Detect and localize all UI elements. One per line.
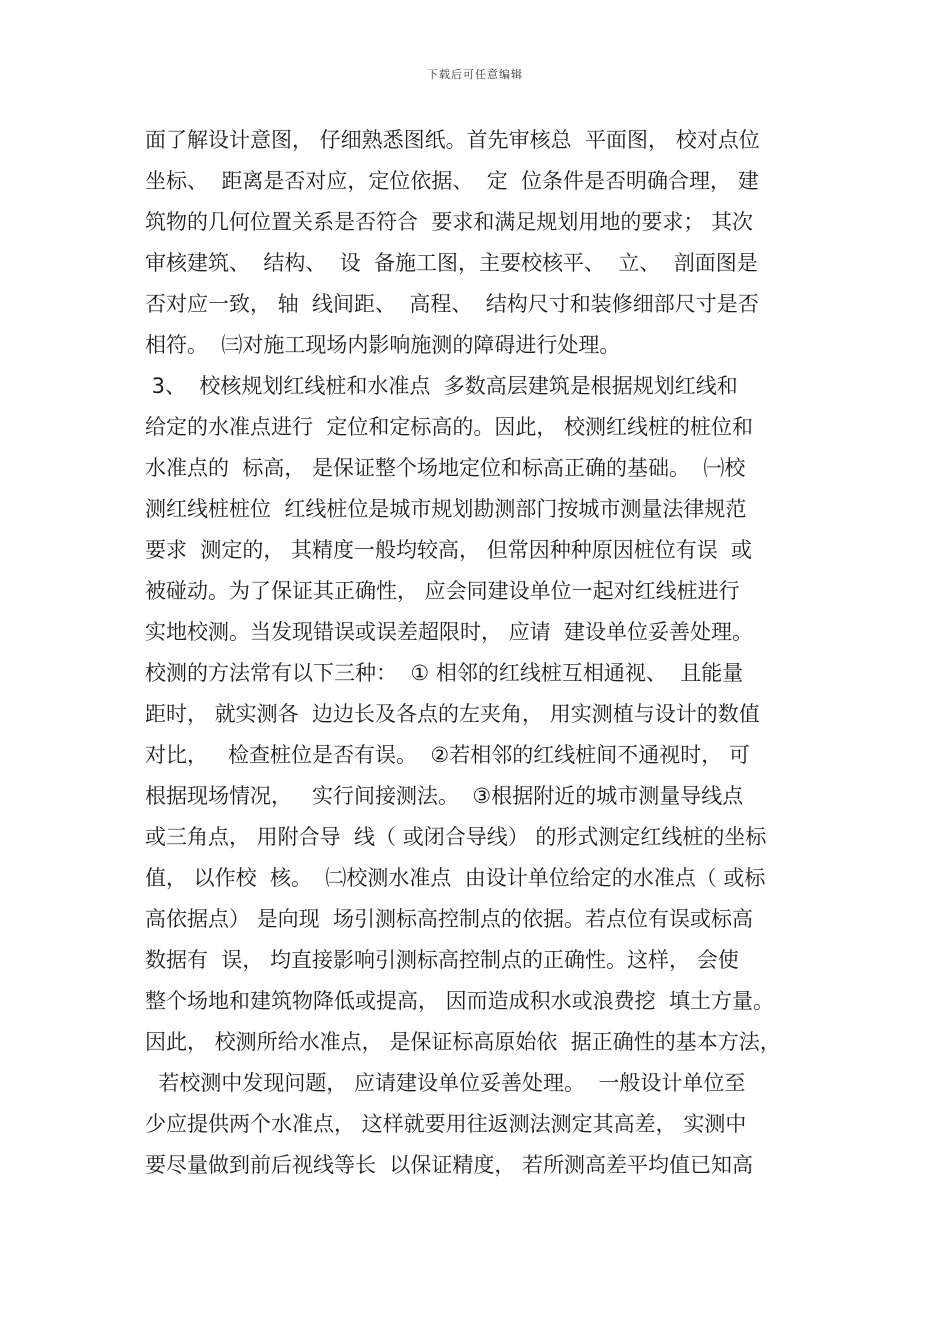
- text-line: 高依据点） 是向现 场引测标高控制点的依据。若点位有误或标高: [145, 907, 754, 931]
- text-line: 值， 以作校 核。 ㈡校测水准点 由设计单位给定的水准点（ 或标: [145, 866, 766, 890]
- text-line: 距时， 就实测各 边边长及各点的左夹角， 用实测植与设计的数值: [145, 702, 760, 726]
- text-line: 对比， 检查桩位是否有误。 ②若相邻的红线桩间不通视时， 可: [145, 743, 750, 767]
- document-body: [145, 120, 845, 1186]
- text-line: 要求 测定的， 其精度一般均较高， 但常因种种原因桩位有误 或: [145, 538, 753, 562]
- text-line: 审核建筑、 结构、 设 备施工图，主要校核平、 立、 剖面图是: [145, 251, 758, 275]
- text-line: 根据现场情况， 实行间接测法。 ③根据附近的城市测量导线点: [145, 784, 744, 808]
- text-line: 3、 校核规划红线桩和水准点 多数高层建筑是根据规划红线和: [145, 374, 738, 398]
- text-line: 坐标、 距离是否对应，定位依据、 定 位条件是否明确合理， 建: [145, 169, 759, 193]
- text-line: 数据有 误， 均直接影响引测标高控制点的正确性。这样， 会使: [145, 948, 739, 972]
- text-line: 相符。 ㈢对施工现场内影响施测的障碍进行处理。: [145, 333, 621, 357]
- page-header: 下载后可任意编辑: [427, 68, 523, 81]
- text-line: 测红线桩桩位 红线桩位是城市规划勘测部门按城市测量法律规范: [145, 497, 747, 521]
- text-line: 因此， 校测所给水准点， 是保证标高原始依 据正确性的基本方法，: [145, 1030, 781, 1054]
- text-line: 被碰动。为了保证其正确性， 应会同建设单位一起对红线桩进行: [145, 579, 740, 603]
- text-line: 水准点的 标高， 是保证整个场地定位和标高正确的基础。 ㈠校: [145, 456, 746, 480]
- text-line: 或三角点， 用附合导 线（ 或闭合导线） 的形式测定红线桩的坐标: [145, 825, 767, 849]
- text-line: 否对应一致， 轴 线间距、 高程、 结构尺寸和装修细部尺寸是否: [145, 292, 759, 316]
- text-line: 实地校测。当发现错误或误差超限时， 应请 建设单位妥善处理。: [145, 620, 754, 644]
- text-line: 若校测中发现问题， 应请建设单位妥善处理。 一般设计单位至: [145, 1071, 746, 1095]
- text-line: 整个场地和建筑物降低或提高， 因而造成积水或浪费挖 填土方量。: [145, 989, 775, 1013]
- text-line: 给定的水准点进行 定位和定标高的。因此， 校测红线桩的桩位和: [145, 415, 754, 439]
- text-line: 少应提供两个水准点， 这样就要用往返测法测定其高差， 实测中: [145, 1112, 747, 1136]
- text-line: 面了解设计意图， 仔细熟悉图纸。首先审核总 平面图， 校对点位: [145, 128, 760, 152]
- text-line: 校测的方法常有以下三种： ① 相邻的红线桩互相通视、 且能量: [145, 661, 744, 685]
- text-line: 筑物的几何位置关系是否符合 要求和满足规划用地的要求； 其次: [145, 210, 754, 234]
- text-line: 要尽量做到前后视线等长 以保证精度， 若所测高差平均值已知高: [145, 1153, 754, 1177]
